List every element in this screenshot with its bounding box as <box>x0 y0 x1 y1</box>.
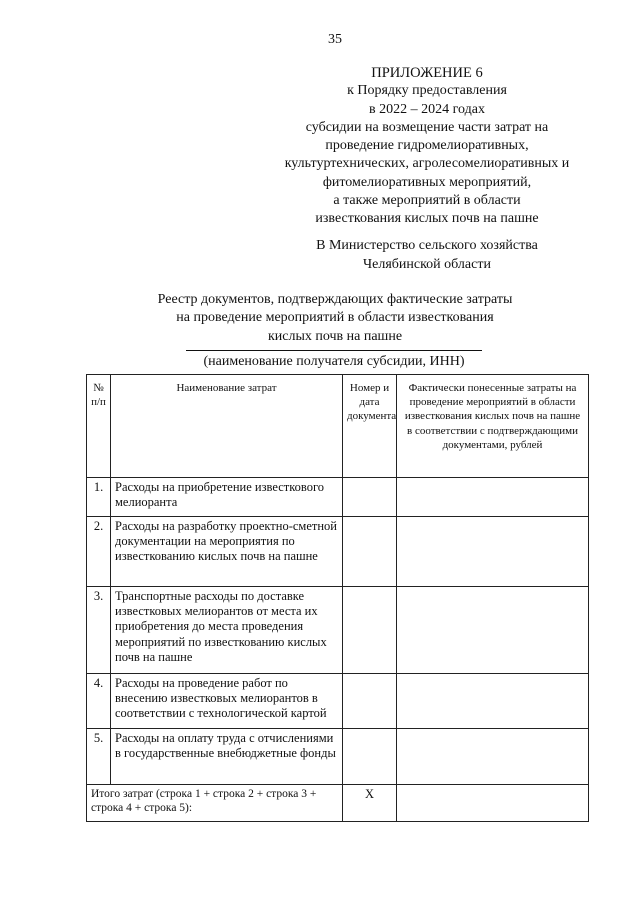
document-title-line: на проведение мероприятий в области известкования <box>176 310 494 326</box>
table-row <box>87 478 589 517</box>
row-num: 1. <box>87 478 111 517</box>
table-row <box>87 729 589 785</box>
row-doc <box>343 478 397 517</box>
appendix-line: фитомелиоративных мероприятий, <box>322 174 532 190</box>
row-num: 4. <box>87 674 111 729</box>
row-name: Транспортные расходы по доставке известковых мелиорантов от места их приобретения до места проведения мероприятий по известкованию кислых почв на пашне <box>111 587 343 674</box>
row-name: Расходы на оплату труда с отчислениями в государственные внебюджетные фонды <box>111 729 343 785</box>
recipient-caption: (наименование получателя субсидии, ИНН) <box>186 350 482 371</box>
document-title <box>110 291 560 346</box>
table-row <box>87 587 589 674</box>
total-row <box>87 785 589 822</box>
addressee-block <box>244 237 610 274</box>
document-title-line: Реестр документов, подтверждающих фактические затраты <box>157 292 513 307</box>
row-name: Расходы на разработку проектно-сметной документации на мероприятия по известкованию кислых почв на пашне <box>111 517 343 587</box>
header-name: Наименование затрат <box>111 375 343 478</box>
page-number: 35 <box>328 32 342 47</box>
row-num: 3. <box>87 587 111 674</box>
row-doc <box>343 674 397 729</box>
header-num: № п/п <box>87 375 111 478</box>
table-header-row <box>87 375 589 478</box>
appendix-line: а также мероприятий в области <box>333 193 521 209</box>
row-doc <box>343 517 397 587</box>
row-name: Расходы на проведение работ по внесению известковых мелиорантов в соответствии с технологической картой <box>111 674 343 729</box>
appendix-line: к Порядку предоставления <box>347 83 507 99</box>
row-amount <box>397 478 589 517</box>
registry-table <box>86 374 589 822</box>
document-title-line: кислых почв на пашне <box>267 328 403 344</box>
appendix-heading: ПРИЛОЖЕНИЕ 6 <box>371 65 483 81</box>
row-doc <box>343 587 397 674</box>
row-num: 2. <box>87 517 111 587</box>
row-name: Расходы на приобретение известкового мелиоранта <box>111 478 343 517</box>
appendix-block <box>244 64 610 229</box>
row-amount <box>397 517 589 587</box>
row-amount <box>397 674 589 729</box>
row-num: 5. <box>87 729 111 785</box>
addressee-line: В Министерство сельского хозяйства <box>316 238 538 253</box>
row-amount <box>397 587 589 674</box>
row-amount <box>397 729 589 785</box>
table-row <box>87 517 589 587</box>
appendix-line: проведение гидромелиоративных, <box>325 138 529 154</box>
header-doc: Номер и дата документа <box>343 375 397 478</box>
appendix-line: субсидии на возмещение части затрат на <box>305 119 549 135</box>
header-amount: Фактически понесенные затраты на проведение мероприятий в области известкования кислых почв на пашне в соответствии с подтверждающими документами, рублей <box>397 375 589 478</box>
total-doc-mark: Х <box>343 785 397 822</box>
total-label: Итого затрат (строка 1 + строка 2 + строка 3 + строка 4 + строка 5): <box>87 785 343 822</box>
appendix-line: в 2022 – 2024 годах <box>369 101 485 117</box>
appendix-line: культуртехнических, агролесомелиоративных и <box>284 156 570 172</box>
row-doc <box>343 729 397 785</box>
addressee-line: Челябинской области <box>363 256 491 272</box>
total-amount <box>397 785 589 822</box>
table-row <box>87 674 589 729</box>
appendix-line: известкования кислых почв на пашне <box>315 211 539 227</box>
